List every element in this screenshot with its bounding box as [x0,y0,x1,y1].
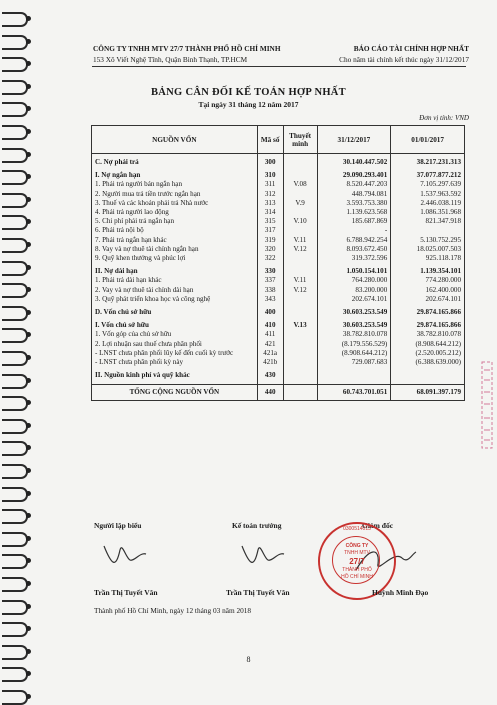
table-row [92,208,465,217]
row-value-end: 8.093.672.450 [317,245,391,254]
row-code: 421a [257,349,283,358]
row-code: 322 [257,254,283,263]
table-row [92,236,465,245]
report-name: BÁO CÁO TÀI CHÍNH HỢP NHẤT [353,44,469,53]
row-code: 411 [257,330,283,339]
row-note [283,308,317,317]
row-code: 311 [257,180,283,189]
row-label: 9. Quỹ khen thưởng và phúc lợi [92,254,258,263]
table-row [92,330,465,339]
row-value-end: 30.603.253.549 [317,321,391,330]
binding-hole [26,129,31,134]
row-value-begin: 7.105.297.639 [391,180,465,189]
row-value-begin: 925.118.178 [391,254,465,263]
row-note [283,349,317,358]
row-label: - LNST chưa phân phối kỳ này [92,358,258,367]
row-code: 300 [257,158,283,167]
table-row [92,226,465,235]
binding-ring [2,193,28,208]
table-row [92,276,465,285]
binding-hole [26,400,31,405]
row-note [283,190,317,199]
binding-hole [26,491,31,496]
report-period: Cho năm tài chính kết thúc ngày 31/12/2017 [339,55,469,64]
row-note: V.08 [283,180,317,189]
document-subtitle: Tại ngày 31 tháng 12 năm 2017 [198,100,299,109]
row-value-begin: (2.520.005.212) [391,349,465,358]
binding-ring [2,12,28,27]
binding-hole [26,671,31,676]
row-value-begin: 29.874.165.866 [391,308,465,317]
row-label: 6. Phải trả nội bộ [92,226,258,235]
row-value-begin: 1.139.354.101 [391,267,465,276]
binding-ring [2,328,28,343]
preparer-signature [100,538,150,568]
row-value-begin: 1.537.963.592 [391,190,465,199]
row-label: I. Vốn chủ sở hữu [92,321,258,330]
row-note [283,158,317,167]
row-label: 1. Phải trả người bán ngắn hạn [92,180,258,189]
table-header-row [92,126,465,154]
row-label: 2. Vay và nợ thuê tài chính dài hạn [92,286,258,295]
binding-hole [26,445,31,450]
row-value-end: 1.139.623.568 [317,208,391,217]
binding-hole [26,174,31,179]
binding-ring [2,215,28,230]
table-row [92,245,465,254]
row-value-begin: 2.446.038.119 [391,199,465,208]
row-value-end: 38.782.810.078 [317,330,391,339]
row-value-begin: 202.674.101 [391,295,465,304]
page-number: 8 [246,655,251,664]
binding-hole [26,536,31,541]
company-seal: 0300514013 CÔNG TY TNHH MTV 27/7 THÀNH PHỐ HỒ CHÍ MINH [318,522,396,600]
binding-ring [2,577,28,592]
row-code: 314 [257,208,283,217]
balance-sheet-table [91,125,465,401]
accountant-name: Trần Thị Tuyết Vân [226,588,290,597]
row-label: 1. Phải trả dài hạn khác [92,276,258,285]
row-value-begin: 821.347.918 [391,217,465,226]
row-label: 8. Vay và nợ thuê tài chính ngắn hạn [92,245,258,254]
binding-ring [2,35,28,50]
binding-ring [2,554,28,569]
place-date: Thành phố Hồ Chí Minh, ngày 12 tháng 03 năm 2018 [94,606,252,615]
table-row [92,199,465,208]
table-row [92,180,465,189]
binding-ring [2,374,28,389]
binding-ring [2,667,28,682]
row-note [283,358,317,367]
director-title: Giám đốc [362,521,394,530]
row-label: 5. Chi phí phải trả ngắn hạn [92,217,258,226]
table-row [92,295,465,304]
row-value-end: (8.908.644.212) [317,349,391,358]
binding-ring [2,396,28,411]
row-note [283,340,317,349]
company-address: 153 Xô Viết Nghệ Tĩnh, Quận Bình Thạnh, TP.HCM [93,55,248,64]
table-row [92,358,465,367]
row-value-begin [391,226,465,235]
row-value-begin: 774.280.000 [391,276,465,285]
binding-ring [2,306,28,321]
row-label: I. Nợ ngắn hạn [92,171,258,180]
row-label: 2. Lợi nhuận sau thuế chưa phân phối [92,340,258,349]
binding-hole [26,332,31,337]
table-row [92,286,465,295]
row-value-begin: (6.388.639.000) [391,358,465,367]
table-row [92,340,465,349]
row-value-end: 3.593.753.380 [317,199,391,208]
table-row [92,308,465,317]
binding-ring [2,351,28,366]
binding-hole [26,468,31,473]
binding-ring [2,238,28,253]
binding-hole [26,604,31,609]
row-note [283,267,317,276]
binding-ring [2,283,28,298]
row-note [283,226,317,235]
header-source: NGUỒN VỐN [92,126,258,154]
header-code: Mã số [257,126,283,154]
row-label: C. Nợ phải trả [92,158,258,167]
total-code: 440 [257,385,283,401]
binding-ring [2,170,28,185]
header-end: 31/12/2017 [317,126,391,154]
currency-unit: Đơn vị tính: VND [419,114,469,122]
binding-ring [2,487,28,502]
total-note [283,385,317,401]
table-row [92,371,465,380]
binding-hole [26,310,31,315]
row-value-end: 8.520.447.203 [317,180,391,189]
row-note: V.11 [283,236,317,245]
binding-hole [26,513,31,518]
binding-ring [2,441,28,456]
row-note: V.10 [283,217,317,226]
total-value-end: 60.743.701.051 [317,385,391,401]
row-note [283,171,317,180]
row-code: 312 [257,190,283,199]
binding-ring [2,261,28,276]
row-code: 337 [257,276,283,285]
row-value-begin: 37.077.877.212 [391,171,465,180]
row-code: 317 [257,226,283,235]
row-value-end: 202.674.101 [317,295,391,304]
row-note: V.12 [283,286,317,295]
row-value-begin: 162.400.000 [391,286,465,295]
row-note: V.13 [283,321,317,330]
table-row [92,254,465,263]
row-value-begin: 5.130.752.295 [391,236,465,245]
binding-hole [26,694,31,699]
row-label: 7. Phải trả ngắn hạn khác [92,236,258,245]
row-value-begin: 38.217.231.313 [391,158,465,167]
row-value-end: 764.280.000 [317,276,391,285]
accountant-title: Kế toán trưởng [232,521,282,530]
row-note [283,208,317,217]
binding-ring [2,464,28,479]
row-value-begin: (8.908.644.212) [391,340,465,349]
binding-hole [26,61,31,66]
row-code: 310 [257,171,283,180]
row-label: - LNST chưa phân phối lũy kế đến cuối kỳ trước [92,349,258,358]
table-row [92,190,465,199]
binding-hole [26,355,31,360]
row-code: 343 [257,295,283,304]
row-value-end: (8.179.556.529) [317,340,391,349]
row-code: 421 [257,340,283,349]
row-label: 3. Thuế và các khoản phải trả Nhà nước [92,199,258,208]
binding-hole [26,649,31,654]
row-value-begin: 29.874.165.866 [391,321,465,330]
binding-hole [26,423,31,428]
row-code: 410 [257,321,283,330]
binding-hole [26,378,31,383]
table-row [92,217,465,226]
row-note [283,254,317,263]
row-code: 338 [257,286,283,295]
row-code: 430 [257,371,283,380]
row-label: II. Nợ dài hạn [92,267,258,276]
binding-ring [2,509,28,524]
binding-ring [2,57,28,72]
binding-ring [2,419,28,434]
row-value-end: 448.794.081 [317,190,391,199]
row-code: 330 [257,267,283,276]
row-value-begin: 1.086.351.968 [391,208,465,217]
company-name: CÔNG TY TNHH MTV 27/7 THÀNH PHỐ HỒ CHÍ MINH [93,44,281,53]
director-name: Huỳnh Minh Đạo [372,588,429,597]
row-value-end: 30.140.447.502 [317,158,391,167]
accountant-signature [238,538,288,568]
row-code: 400 [257,308,283,317]
row-code: 315 [257,217,283,226]
row-value-end: 185.687.869 [317,217,391,226]
row-value-end: 1.050.154.101 [317,267,391,276]
row-note [283,330,317,339]
binding-ring [2,622,28,637]
total-value-begin: 68.091.397.179 [391,385,465,401]
binding-ring [2,532,28,547]
row-value-end: 729.087.683 [317,358,391,367]
binding-hole [26,287,31,292]
row-value-end: - [317,226,391,235]
preparer-name: Trần Thị Tuyết Vân [94,588,158,597]
binding-hole [26,152,31,157]
binding-hole [26,16,31,21]
row-value-end: 6.788.942.254 [317,236,391,245]
binding-hole [26,581,31,586]
table-row [92,349,465,358]
binding-ring [2,125,28,140]
row-note: V.9 [283,199,317,208]
row-code: 313 [257,199,283,208]
binding-ring [2,148,28,163]
row-value-end: 30.603.253.549 [317,308,391,317]
row-note [283,295,317,304]
binding-hole [26,242,31,247]
header-rule [92,66,466,67]
row-label: II. Nguồn kinh phí và quỹ khác [92,371,258,380]
row-label: 2. Người mua trả tiền trước ngắn hạn [92,190,258,199]
binding-hole [26,219,31,224]
binding-hole [26,39,31,44]
table-row [92,158,465,167]
row-value-end: 83.200.000 [317,286,391,295]
table-row [92,267,465,276]
total-label: TỔNG CỘNG NGUỒN VỐN [92,385,258,401]
side-stamp-mark [480,360,494,450]
binding-ring [2,690,28,705]
binding-hole [26,265,31,270]
row-note: V.11 [283,276,317,285]
total-row [92,385,465,401]
row-label: 4. Phải trả người lao động [92,208,258,217]
row-value-begin [391,371,465,380]
row-code: 320 [257,245,283,254]
table-row [92,171,465,180]
row-label: 3. Quỹ phát triển khoa học và công nghệ [92,295,258,304]
binding-ring [2,600,28,615]
row-code: 421b [257,358,283,367]
row-code: 319 [257,236,283,245]
row-label: 1. Vốn góp của chủ sở hữu [92,330,258,339]
header-begin: 01/01/2017 [391,126,465,154]
table-row [92,321,465,330]
row-value-begin: 38.782.810.078 [391,330,465,339]
row-note: V.12 [283,245,317,254]
binding-hole [26,197,31,202]
row-label: D. Vốn chủ sở hữu [92,308,258,317]
binding-hole [26,626,31,631]
header-note: Thuyết minh [283,126,317,154]
preparer-title: Người lập biểu [94,521,142,530]
row-value-begin: 18.025.007.503 [391,245,465,254]
document-title: BẢNG CÂN ĐỐI KẾ TOÁN HỢP NHẤT [150,87,346,98]
row-value-end: 319.372.596 [317,254,391,263]
row-value-end: 29.090.293.401 [317,171,391,180]
row-note [283,371,317,380]
binding-hole [26,558,31,563]
row-value-end [317,371,391,380]
